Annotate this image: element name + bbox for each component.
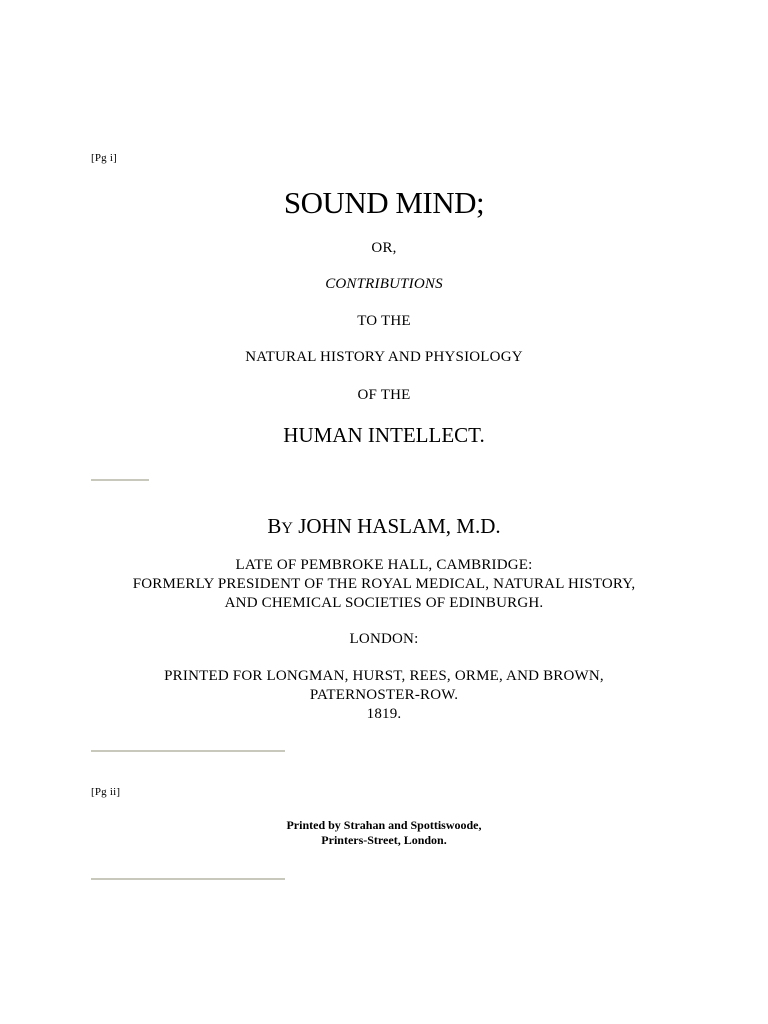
short-divider <box>91 479 149 481</box>
subtitle-or: OR, <box>371 240 397 256</box>
publisher-line: PATERNOSTER-ROW. <box>309 687 459 703</box>
author-affiliation <box>0 556 768 613</box>
subtitle-of-the: OF THE <box>357 387 411 403</box>
subtitle-contributions: CONTRIBUTIONS <box>325 276 443 292</box>
affiliation-line: LATE OF PEMBROKE HALL, CAMBRIDGE: <box>235 557 533 573</box>
author-by-initial: B <box>267 514 282 538</box>
book-title: SOUND MIND; <box>283 185 485 220</box>
subtitle-natural-history: NATURAL HISTORY AND PHYSIOLOGY <box>245 349 523 365</box>
publication-year: 1819. <box>366 706 402 722</box>
colophon-line: Printers-Street, London. <box>321 833 447 847</box>
author-by-rest: Y <box>281 520 293 537</box>
affiliation-line: FORMERLY PRESIDENT OF THE ROYAL MEDICAL, NATURAL HISTORY, <box>132 576 636 592</box>
subtitle-to-the: TO THE <box>357 313 411 329</box>
author-name: JOHN HASLAM, M.D. <box>292 514 501 538</box>
affiliation-line: AND CHEMICAL SOCIETIES OF EDINBURGH. <box>224 595 544 611</box>
page-number-label: [Pg ii] <box>91 786 121 798</box>
publication-place: LONDON: <box>349 631 419 647</box>
author-line <box>0 514 768 539</box>
subtitle-human-intellect: HUMAN INTELLECT. <box>283 423 485 447</box>
printer-colophon <box>0 818 768 848</box>
page-number-label: [Pg i] <box>91 152 117 164</box>
colophon-line: Printed by Strahan and Spottiswoode, <box>286 818 482 832</box>
publisher-line: PRINTED FOR LONGMAN, HURST, REES, ORME, AND BROWN, <box>164 668 604 684</box>
page-divider <box>91 878 285 880</box>
page-divider <box>91 750 285 752</box>
publisher-block <box>0 667 768 724</box>
